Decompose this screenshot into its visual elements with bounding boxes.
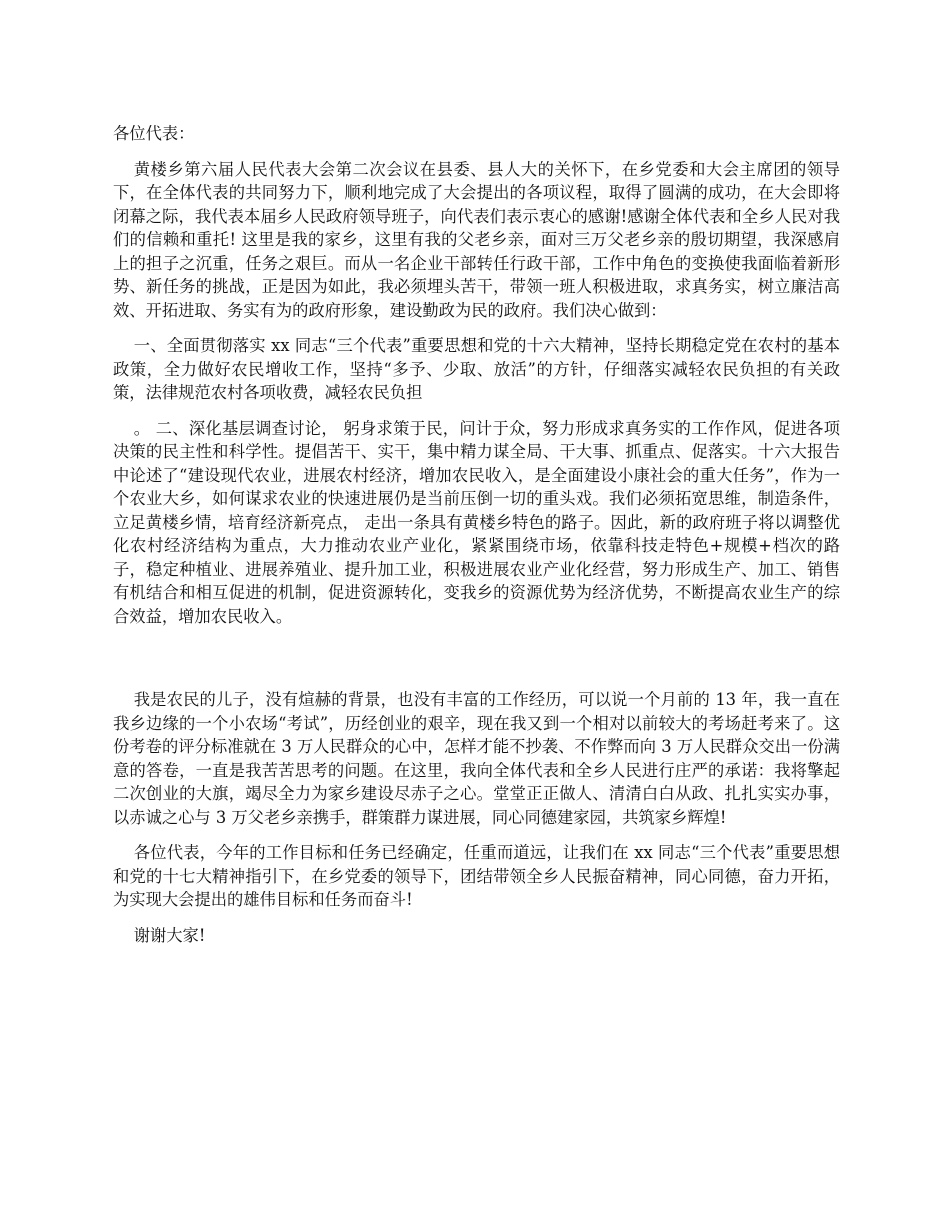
blank-gap (113, 640, 840, 688)
paragraph-personal-pledge: 我是农民的儿子，没有煊赫的背景，也没有丰富的工作经历，可以说一个月前的 13 年，我一直在我乡边缘的一个小农场“考试”，历经创业的艰辛，现在我又到一个相对以前较大的考场赶考来了。这份考卷的评分标准就在 3 万人民群众的心中，怎样才能不抄袭、不作弊而向 3 万人民群众交出一份满意的答卷，一直是我苦苦思考的问题。在这里，我向全体代表和全乡人民进行庄严的承诺：我将擎起二次创业的大旗，竭尽全力为家乡建设尽赤子之心。堂堂正正做人、清清白白从政、扎扎实实办事，以赤诚之心与 3 万父老乡亲携手，群策群力谋进展，同心同德建家园，共筑家乡辉煌! (113, 690, 840, 827)
paragraph-item-one: 一、全面贯彻落实 xx 同志“三个代表”重要思想和党的十六大精神，坚持长期稳定党在农村的基本政策，全力做好农民增收工作，坚持“多予、少取、放活”的方针，仔细落实减轻农民负担的有关政策，法律规范农村各项收费，减轻农民负担 (113, 336, 840, 402)
paragraph-item-two: 。 二、深化基层调查讨论， 躬身求策于民，问计于众，努力形成求真务实的工作作风，促进各项决策的民主性和科学性。提倡苦干、实干，集中精力谋全局、干大事、抓重点、促落实。十六大报告中论述了“建设现代农业，进展农村经济，增加农民收入，是全面建设小康社会的重大任务”，作为一个农业大乡，如何谋求农业的快速进展仍是当前压倒一切的重头戏。我们必须拓宽思维，制造条件，立足黄楼乡情，培育经济新亮点， 走出一条具有黄楼乡特色的路子。因此，新的政府班子将以调整优化农村经济结构为重点，大力推动农业产业化，紧紧围绕市场，依靠科技走特色+规模+档次的路子，稳定种植业、进展养殖业、提升加工业，积极进展农业产业化经营，努力形成生产、加工、销售有机结合和相互促进的机制，促进资源转化，变我乡的资源优势为经济优势，不断提高农业生产的综合效益，增加农民收入。 (113, 418, 840, 626)
closing-thanks: 谢谢大家! (133, 925, 206, 945)
salutation: 各位代表： (113, 124, 195, 143)
document-page (113, 122, 840, 947)
paragraph-opening: 黄楼乡第六届人民代表大会第二次会议在县委、县人大的关怀下，在乡党委和大会主席团的领导下，在全体代表的共同努力下，顺利地完成了大会提出的各项议程，取得了圆满的成功，在大会即将闭幕之际，我代表本届乡人民政府领导班子，向代表们表示衷心的感谢!感谢全体代表和全乡人民对我们的信赖和重托! 这里是我的家乡，这里有我的父老乡亲，面对三万父老乡亲的殷切期望，我深感肩上的担子之沉重，任务之艰巨。而从一名企业干部转任行政干部，工作中角色的变换使我面临着新形势、新任务的挑战，正是因为如此，我必须埋头苦干，带领一班人积极进取，求真务实，树立廉洁高效、开拓进取、务实有为的政府形象，建设勤政为民的政府。我们决心做到： (113, 159, 840, 320)
paragraph-conclusion: 各位代表，今年的工作目标和任务已经确定，任重而道远，让我们在 xx 同志“三个代表”重要思想和党的十七大精神指引下，在乡党委的领导下，团结带领全乡人民振奋精神，同心同德，奋力开拓，为实现大会提出的雄伟目标和任务而奋斗! (113, 843, 840, 909)
